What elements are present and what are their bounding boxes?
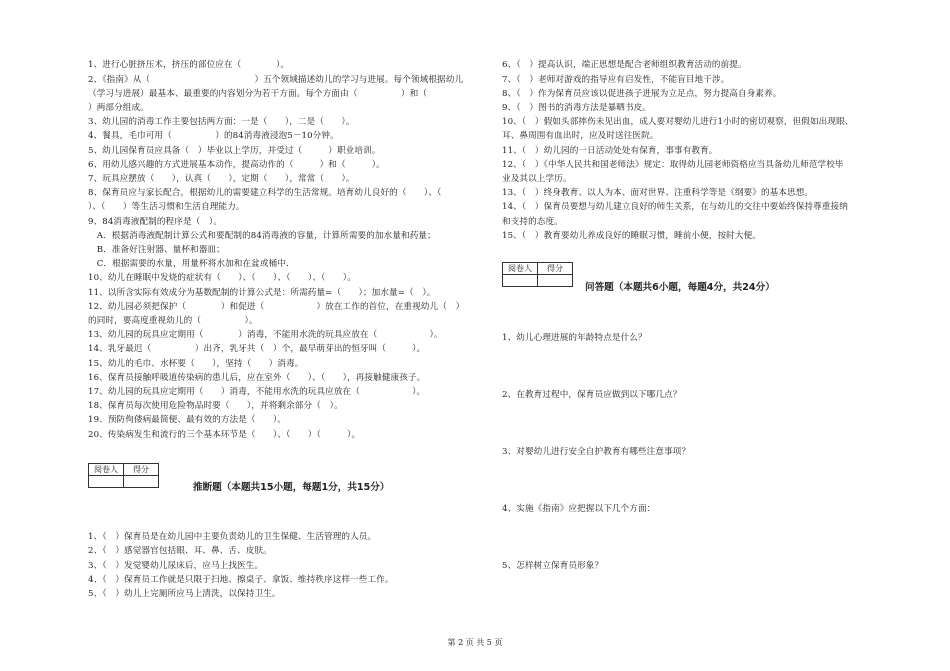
- fill-line: 11、以所含实际有效成分为基数配制的计算公式是：所需药量=（ ）；加水量=（ ）。: [88, 288, 436, 298]
- fill-line: 15、幼儿的毛巾、水杯要（ ），坚持（ ）消毒。: [88, 359, 304, 369]
- judgment-item: 耳、鼻周围有血出时，应及时送往医院。: [502, 131, 659, 141]
- fill-line: 的同时，要高度重视幼儿的（ ）。: [88, 316, 258, 326]
- judgment-item: 3、（ ）发觉婴幼儿尿床后，应马上找医生。: [88, 561, 264, 571]
- qa-item: 3、对婴幼儿进行安全自护教育有哪些注意事项？: [502, 447, 691, 457]
- fill-line: （学习与进展）最基本、最重要的内容划分为若干方面。每个方面由（ ）和（: [88, 89, 454, 99]
- fill-line: 9、84消毒液配制的程序是（ ）。: [88, 217, 223, 227]
- score-cell: [124, 476, 159, 488]
- qa-item: 1、幼儿心理进展的年龄特点是什么？: [502, 333, 647, 343]
- fill-line: 18、保育员每次使用危险物品时要（ ），并将剩余部分（ ）。: [88, 401, 343, 411]
- score-table-judgment: [88, 463, 159, 488]
- judgment-item: 15、（ ）教育要幼儿养成良好的睡眠习惯，睡前小便，按时大便。: [502, 231, 761, 241]
- reviewer-label: 阅卷人: [89, 464, 124, 476]
- judgment-item: 14、（ ）保育员要想与幼儿建立良好的师生关系，在与幼儿的交往中要始终保持尊重接纳: [502, 202, 848, 212]
- qa-item: 2、在教育过程中，保育员应做到以下哪几点？: [502, 390, 682, 400]
- judgment-item: 10、（ ）假如头部摔伤未见出血，成人要对婴幼儿进行1小时的密切观察，但假如出现眼、: [502, 117, 854, 127]
- judgment-item: 2、（ ）感觉器官包括眼、耳、鼻、舌、皮肤。: [88, 546, 272, 556]
- fill-line: 12、幼儿园必须把保护（ ）和促进（ ）放在工作的首位，在重视幼儿（ ）: [88, 302, 465, 312]
- fill-line: 2、《指南》从（ ）五个领域描述幼儿的学习与进展。每个领域根据幼儿: [88, 75, 464, 85]
- score-label: 得分: [124, 464, 159, 476]
- judgment-item: 1、（ ）保育员是在幼儿园中主要负责幼儿的卫生保健、生活管理的人员。: [88, 532, 377, 542]
- fill-line: 7、玩具应摆放（ ），认真（ ），定期（ ），常常（ ）。: [88, 174, 355, 184]
- qa-item: 5、怎样树立保育员形象？: [502, 561, 604, 571]
- qa-section-title: 问答题（本题共6小题，每题4分，共24分）: [585, 282, 775, 293]
- score-table-qa: [502, 262, 573, 287]
- judgment-item: 业及其以上学历。: [502, 174, 572, 184]
- fill-line: 1、进行心脏挤压术，挤压的部位应在（ ）。: [88, 60, 290, 70]
- fill-line: 14、乳牙最迟（ ）出齐，乳牙共（ ）个，最早萌芽出的恒牙叫（ ）。: [88, 344, 426, 354]
- score-cell: [538, 275, 573, 287]
- fill-line: A．根据消毒液配制计算公式和要配制的84消毒液的容量，计算所需要的加水量和药量；: [88, 231, 436, 241]
- fill-line: 4、餐具，毛巾可用（ ）的84消毒液浸泡5－10分钟。: [88, 131, 339, 141]
- score-label: 得分: [538, 263, 573, 275]
- fill-line: 8、保育员应与家长配合，根据幼儿的需要建立科学的生活常规。培育幼儿良好的（ ）、（: [88, 188, 451, 198]
- judgment-item: 8、（ ）作为保育员应该以促进孩子进展为立足点，努力提高自身素养。: [502, 89, 782, 99]
- reviewer-label: 阅卷人: [503, 263, 538, 275]
- judgment-item: 4、（ ）保育员工作就是只限于扫地、擦桌子、拿饭、维持秩序这样一些工作。: [88, 575, 394, 585]
- judgment-item: 13、（ ）终身教育、以人为本、面对世界、注重科学等是《纲要》的基本思想。: [502, 188, 814, 198]
- judgment-item: 5、（ ）幼儿上完厕所应马上清洗，以保持卫生。: [88, 589, 281, 599]
- fill-line: 3、幼儿园的消毒工作主要包括两方面：一是（ ），二是（ ）。: [88, 117, 355, 127]
- judgment-item: 9、（ ）图书的消毒方法是暴晒书皮。: [502, 103, 652, 113]
- judgment-section-title: 推断题（本题共15小题，每题1分，共15分）: [193, 482, 390, 493]
- fill-line: 6、用幼儿感兴趣的方式进展基本动作，提高动作的（ ）和（ ）。: [88, 160, 385, 170]
- fill-line: B．准备好注射器、量杯和器皿；: [88, 245, 225, 255]
- judgment-item: 11、（ ）幼儿园的一日活动处处有保育，事事有教育。: [502, 146, 718, 156]
- fill-line: 17、幼儿园的玩具应定期用（ ）消毒，不能用水洗的玩具应放在（ ）。: [88, 387, 426, 397]
- fill-line: 20、传染病发生和流行的三个基本环节是（ ）、（ ）（ ）。: [88, 430, 361, 440]
- judgment-item: 6、（ ）提高认识，端正思想是配合老师组织教育活动的前提。: [502, 60, 747, 70]
- qa-item: 4、实施《指南》应把握以下几个方面：: [502, 504, 656, 514]
- page-footer: 第 2 页 共 5 页: [447, 638, 503, 647]
- reviewer-cell: [503, 275, 538, 287]
- fill-line: 10、幼儿在睡眠中发烧的症状有（ ）、（ ）、（ ）、（ ）。: [88, 273, 356, 283]
- fill-line: 19、预防佝偻病最简便、最有效的方法是（ ）。: [88, 415, 287, 425]
- judgment-item: 和支持的态度。: [502, 217, 563, 227]
- reviewer-cell: [89, 476, 124, 488]
- fill-line: ）、（ ）等生活习惯和生活自理能力。: [88, 202, 245, 212]
- fill-line: C．根据需要的水量，用量杯将水加和在盆或桶中．: [88, 259, 295, 269]
- fill-line: 13、幼儿园的玩具应定期用（ ）消毒，不能用水洗的玩具应放在（ ）。: [88, 330, 443, 340]
- fill-line: 5、幼儿园保育员应具备（ ）毕业以上学历，并受过（ ）职业培训。: [88, 146, 381, 156]
- judgment-item: 7、（ ）老师对游戏的指导应有启发性，不能盲目地干涉。: [502, 75, 730, 85]
- fill-line: 16、保育员接触呼吸道传染病的患儿后，应在室外（ ）、（ ），再接触健康孩子。: [88, 373, 426, 383]
- fill-line: ）两部分组成。: [88, 103, 149, 113]
- judgment-item: 12、（ ）《中华人民共和国老师法》规定：取得幼儿园老师资格应当具备幼儿师范学校毕: [502, 160, 844, 170]
